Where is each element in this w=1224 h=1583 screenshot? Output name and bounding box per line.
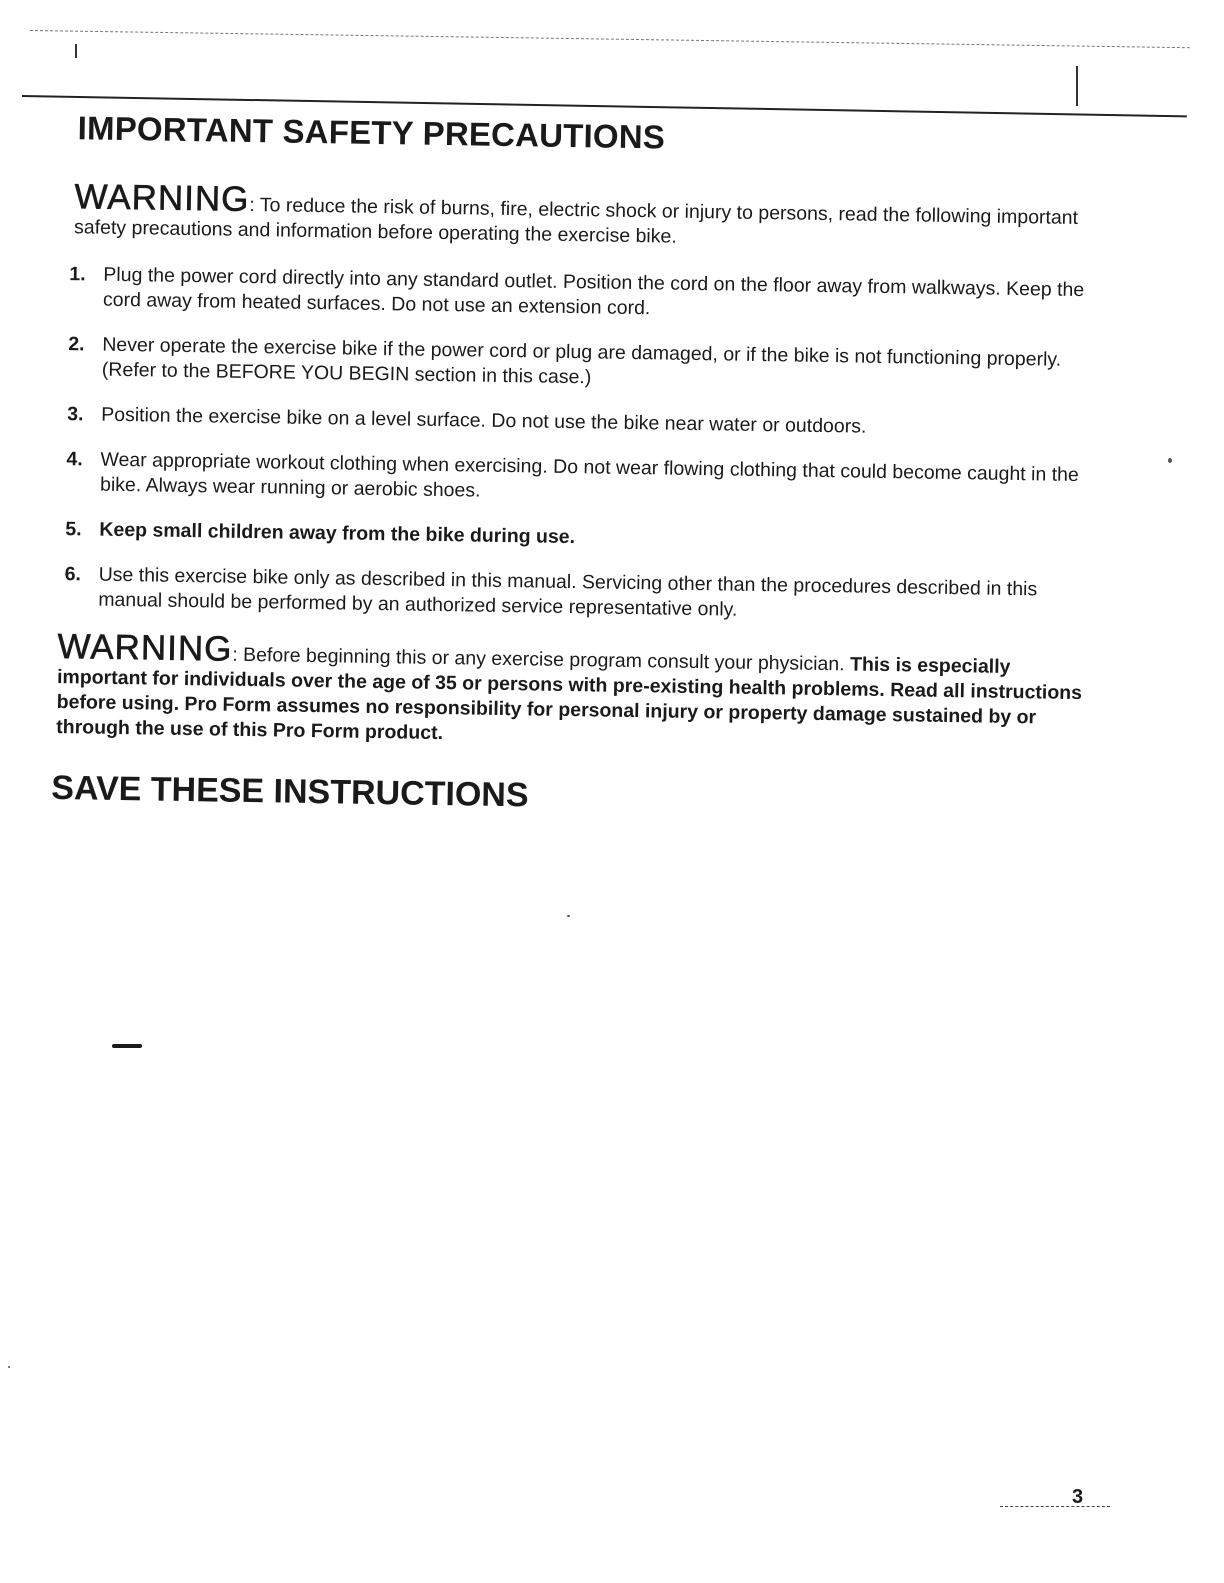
item-text: Wear appropriate workout clothing when exercising. Do not wear flowing clothing that could become caught in the bike. Always wear running or aerobic shoes.: [99, 448, 1079, 502]
item-number: 2.: [68, 333, 85, 356]
scan-speck: [8, 1366, 10, 1368]
list-item: [64, 562, 1095, 628]
save-instructions-heading: SAVE THESE INSTRUCTIONS: [51, 768, 529, 815]
list-item: [67, 402, 1097, 443]
scan-vertical-bar: [1076, 66, 1078, 106]
warning-lead-text: : Before beginning this or any exercise program consult your physician.: [232, 643, 845, 676]
item-number: 4.: [66, 448, 83, 471]
page-footer: [960, 1484, 1160, 1514]
warning-label: WARNING: [74, 177, 250, 219]
warning-text: : To reduce the risk of burns, fire, electric shock or injury to persons, read the following important safety precautions and information before operating the exercise bike.: [73, 193, 1079, 248]
page-number: 3: [1072, 1486, 1084, 1508]
page-title: IMPORTANT SAFETY PRECAUTIONS: [77, 109, 666, 156]
warning-label: WARNING: [57, 626, 233, 669]
list-item: [66, 447, 1097, 513]
scan-speck: [567, 915, 570, 917]
page-content: [51, 108, 1102, 824]
footer-rule: [1000, 1506, 1110, 1507]
item-text: Never operate the exercise bike if the power cord or plug are damaged, or if the bike is not functioning properly. (Refer to the BEFORE YOU BEGIN section in this case.): [101, 333, 1062, 389]
precautions-list: [64, 262, 1099, 628]
list-item: [68, 332, 1099, 398]
scan-dash-mark: [112, 1044, 142, 1048]
item-number: 1.: [69, 263, 86, 286]
item-text: Keep small children away from the bike during use.: [99, 518, 576, 549]
top-scan-dashed-line: [30, 30, 1190, 48]
list-item: [65, 517, 1095, 558]
item-number: 6.: [64, 563, 82, 586]
list-item: [69, 262, 1100, 328]
warning-notice-2: [56, 626, 1094, 756]
item-number: 3.: [67, 403, 84, 426]
item-number: 5.: [65, 518, 82, 541]
scan-tick-mark: [75, 44, 77, 58]
scan-speck: [1168, 458, 1172, 463]
item-text: Position the exercise bike on a level surface. Do not use the bike near water or outdoors.: [101, 403, 867, 438]
item-text: Plug the power cord directly into any standard outlet. Position the cord on the floor away from walkways. Keep the cord away from heated surfaces. Do not use an extension cord.: [102, 263, 1085, 320]
warning-notice-1: [73, 177, 1101, 256]
item-text: Use this exercise bike only as described in this manual. Servicing other than the procedures described in this manual should be performed by an authorized service representative only.: [98, 563, 1038, 621]
warning-text: This is especially important for individuals over the age of 35 or persons with pre-existing health problems. Read all instructions before using. Pro Form assumes no responsibility for personal injury or property damage sustained by or through the use of this Pro Form product.: [56, 653, 1083, 745]
